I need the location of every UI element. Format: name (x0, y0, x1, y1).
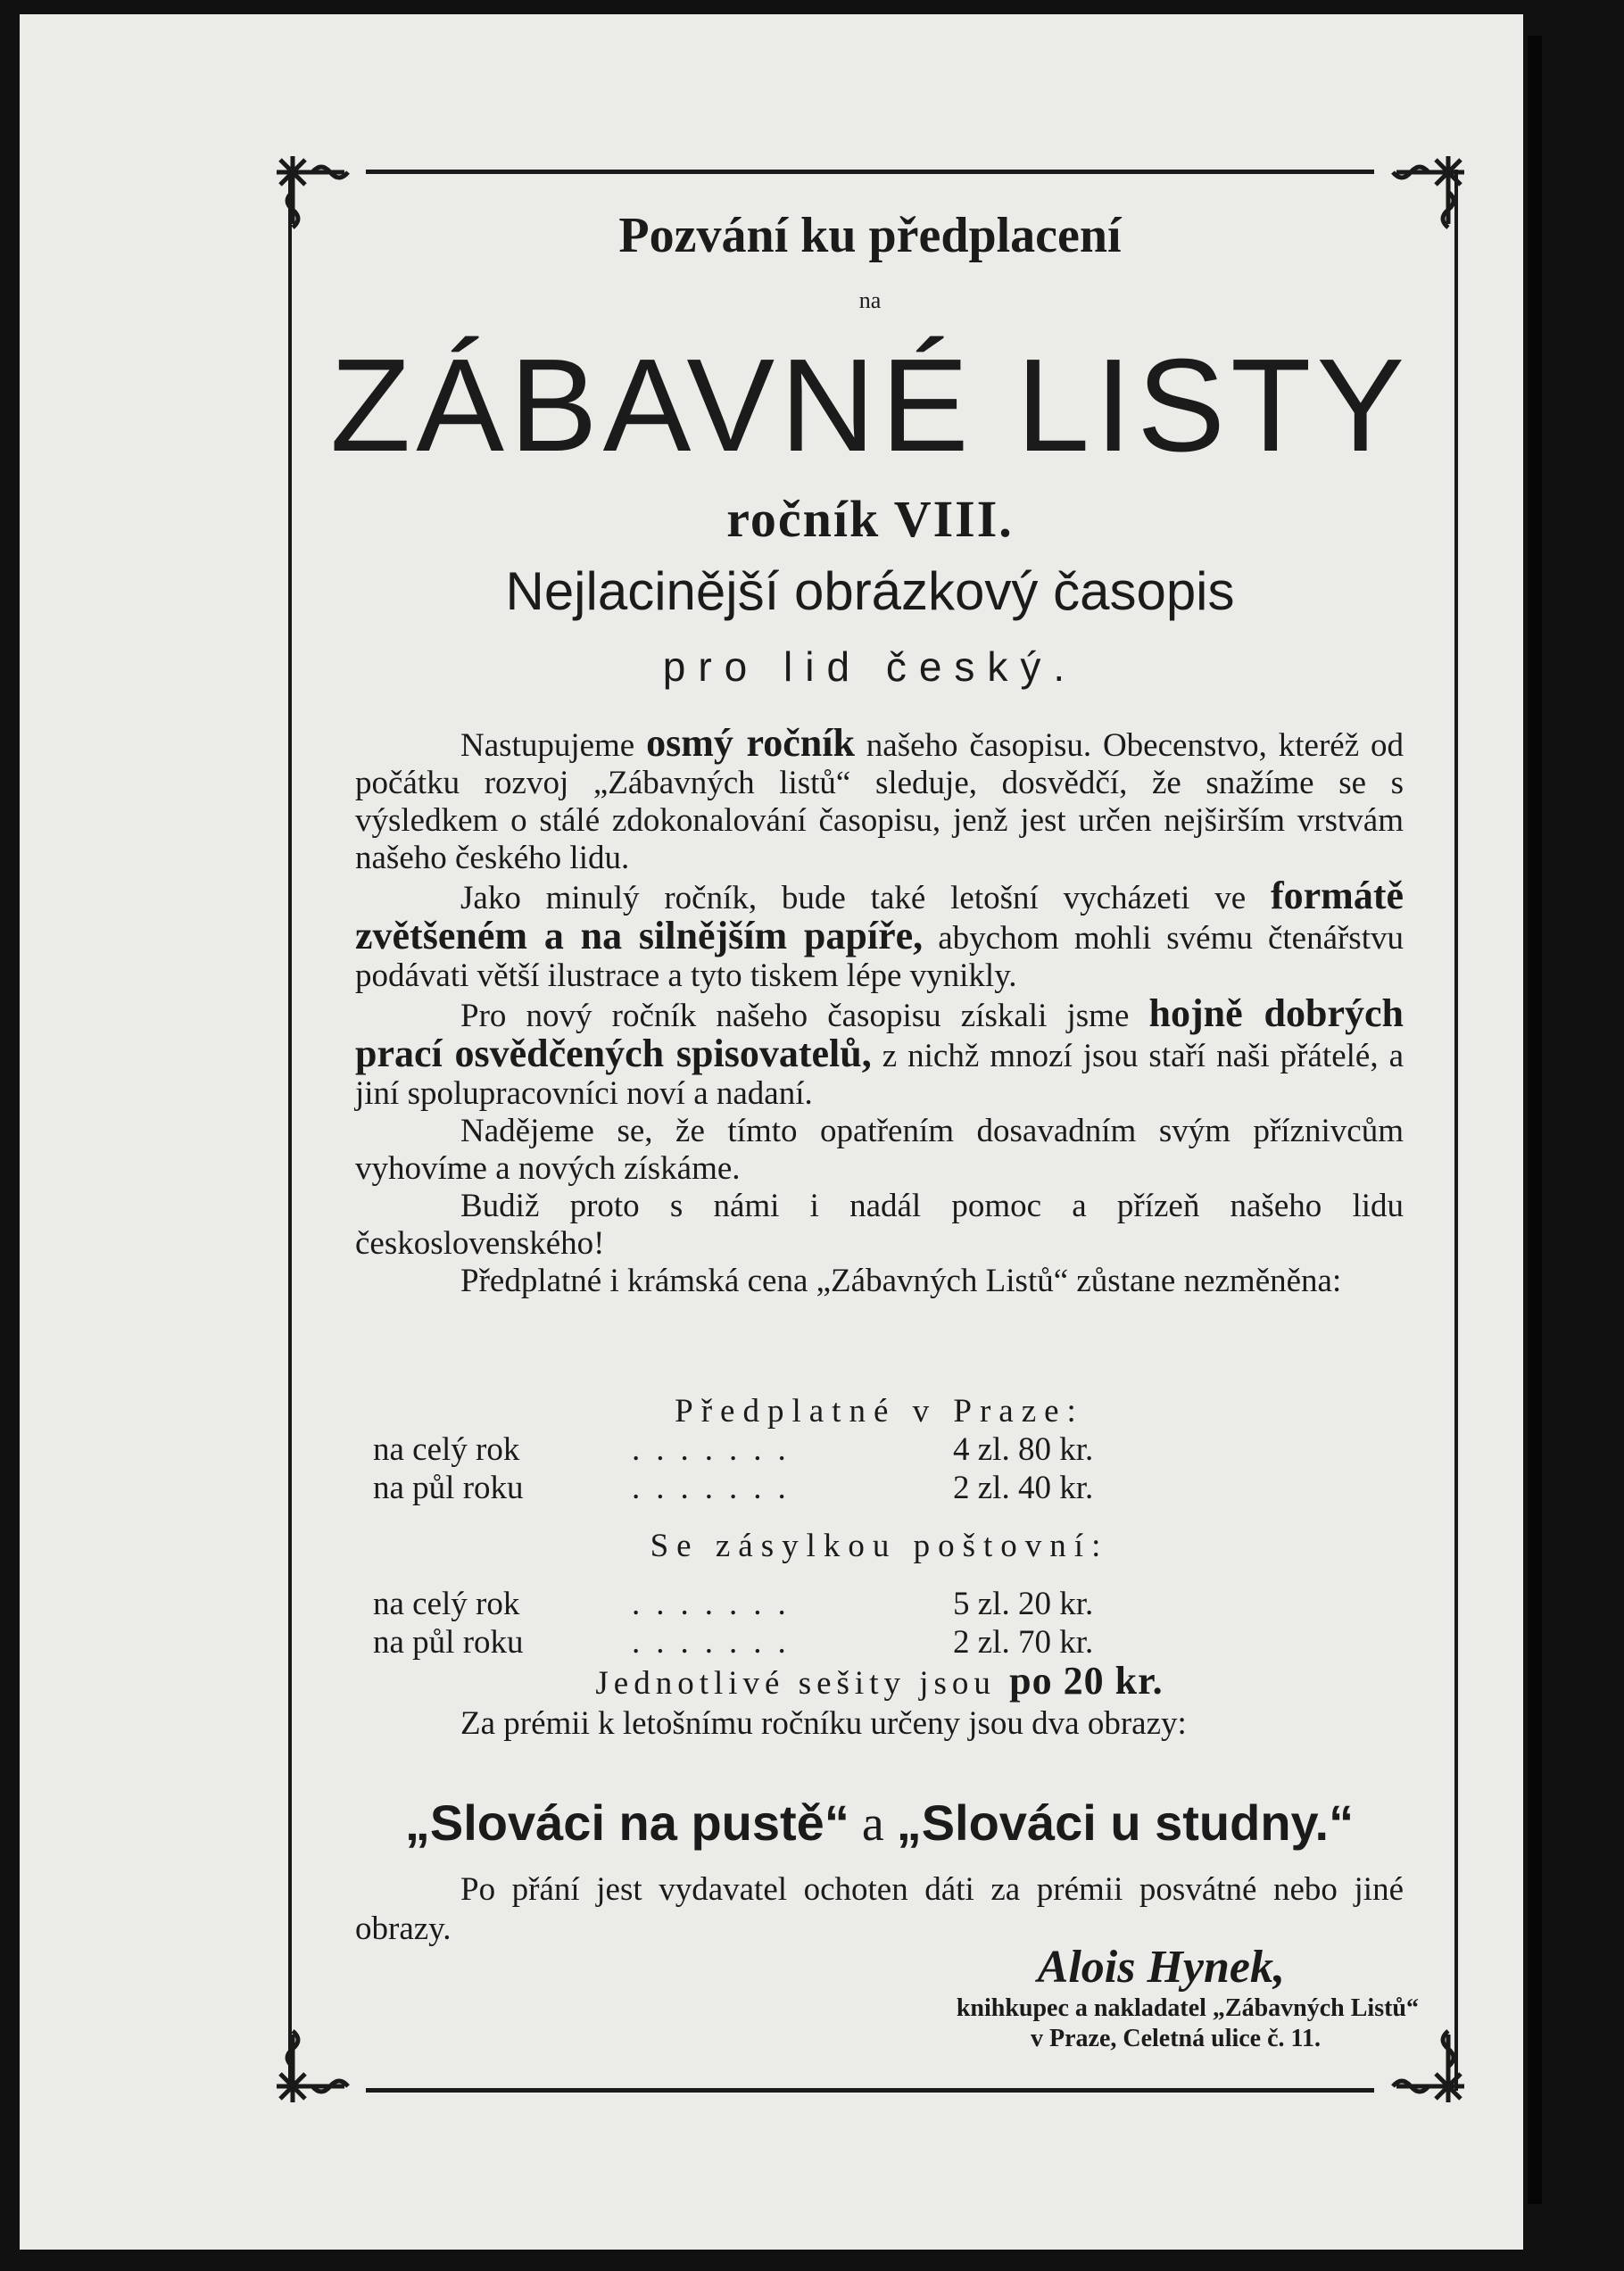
price-row: na celý rok ....... 5 zl. 20 kr. (373, 1586, 1094, 1622)
emphasis: formátě zvětšeném a na silnějším papíře, (355, 874, 1404, 957)
invitation-title: Pozvání ku předplacení (618, 208, 1122, 263)
price-row: na půl roku ....... 2 zl. 70 kr. (373, 1624, 1094, 1661)
paragraph: Nastupujeme osmý ročník našeho časopisu. Obecenstvo, kteréž od počátku rozvoj „Zábavných listů“ sleduje, dosvědčí, že snažíme se s výsledkem o stálé zdokonalování časopisu, jenž jest určen nejširším vrstvám našeho českého lidu. (355, 721, 1404, 876)
announcement-body (355, 721, 1404, 1300)
tagline: Nejlacinější obrázkový časopis (505, 561, 1235, 621)
paragraph: Pro nový ročník našeho časopisu získali jsme hojně dobrých prací osvědčených spisovatelů, z nichž mnozí jsou staří naši přátelé, a jiní spolupracovníci noví a nadaní. (355, 991, 1404, 1112)
border-top (366, 170, 1374, 174)
publisher-name: Alois Hynek, (1037, 1942, 1285, 1993)
emphasis: hojně dobrých prací osvědčených spisovatelů, (355, 991, 1404, 1075)
paragraph: Budiž proto s námi i nadál pomoc a přízeň našeho lidu československého! (355, 1188, 1404, 1262)
publisher-address: v Praze, Celetná ulice č. 11. (1030, 2025, 1321, 2052)
price-row: na půl roku ....... 2 zl. 40 kr. (373, 1470, 1094, 1506)
paragraph: Jako minulý ročník, bude také letošní vycházeti ve formátě zvětšeném a na silnějším papíře, abychom mohli svému čtenářstvu podávati větší ilustrace a tyto tiskem lépe vynikly. (355, 874, 1404, 994)
premium-intro: Za prémii k letošnímu ročníku určeny jsou dva obrazy: (460, 1705, 1187, 1742)
premium-wish: Po přání jest vydavatel ochoten dáti za prémii posvátné nebo jiné obrazy. (355, 1871, 1404, 1947)
single-issue-price: Jednotlivé sešity jsou po 20 kr. (595, 1659, 1164, 1703)
signature (741, 1941, 1419, 2054)
paragraph: Předplatné i krámská cena „Zábavných Listů“ zůstane nezměněna: (460, 1263, 1342, 1299)
price-heading-post: Se zásylkou poštovní: (650, 1528, 1109, 1564)
volume-label: ročník VIII. (726, 490, 1014, 548)
binding-line (1528, 36, 1542, 2204)
border-bottom (366, 2088, 1374, 2093)
advertisement (294, 178, 1446, 2079)
paragraph: Nadějeme se, že tímto opatřením dosavadním svým příznivcům vyhovíme a nových získáme. (355, 1113, 1404, 1187)
price-row: na celý rok ....... 4 zl. 80 kr. (373, 1431, 1094, 1468)
publisher-title: knihkupec a nakladatel „Zábavných Listů“ (956, 1994, 1419, 2022)
premium-pictures: „Slováci na pustě“ a „Slováci u studny.“ (404, 1794, 1355, 1852)
preposition: na (858, 287, 882, 313)
price-list (355, 1392, 1404, 1703)
audience: pro lid český. (662, 643, 1078, 690)
price-heading-prague: Předplatné v Praze: (675, 1393, 1084, 1430)
masthead: ZÁBAVNÉ LISTY (329, 332, 1411, 479)
emphasis: osmý ročník (646, 721, 855, 765)
